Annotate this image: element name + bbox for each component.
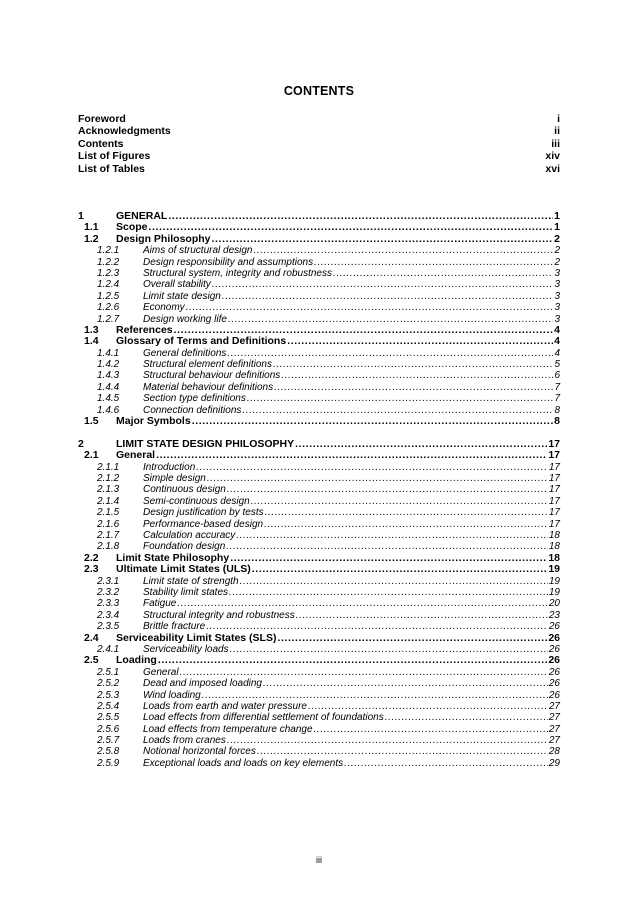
toc-title: Serviceability Limit States (SLS) — [116, 631, 277, 644]
toc-subsection[interactable] — [78, 701, 560, 712]
toc-title: Structural system, integrity and robustness — [143, 267, 332, 279]
toc-page-number: 7 — [554, 393, 560, 405]
toc-page-number: 26 — [548, 689, 560, 701]
toc-number: 2 — [78, 437, 84, 450]
toc-title: Design working life — [143, 313, 227, 325]
toc-subsection[interactable] — [78, 667, 560, 678]
toc-subsection[interactable] — [78, 291, 560, 302]
dot-leader — [177, 598, 548, 609]
toc-subsection[interactable] — [78, 735, 560, 746]
dot-leader — [227, 348, 553, 359]
toc-subsection[interactable] — [78, 348, 560, 359]
dot-leader — [333, 268, 553, 279]
dot-leader — [254, 245, 554, 256]
toc-title: Glossary of Terms and Definitions — [116, 335, 287, 348]
dot-leader — [158, 655, 547, 666]
front-matter-item[interactable] — [78, 150, 560, 162]
toc-page-number: 18 — [548, 551, 560, 564]
toc-subsection[interactable] — [78, 245, 560, 256]
dot-leader — [251, 496, 548, 507]
toc-page-number: 3 — [554, 279, 560, 291]
front-matter-title: List of Tables — [78, 162, 145, 175]
dot-leader — [202, 690, 548, 701]
toc-page-number: 3 — [554, 302, 560, 314]
toc-page-number: 29 — [548, 757, 560, 769]
dot-leader — [230, 644, 548, 655]
toc-number: 2.1.7 — [97, 530, 120, 542]
toc-page-number: 19 — [548, 575, 560, 587]
toc-title: Notional horizontal forces — [143, 746, 256, 758]
toc-number: 2.5.7 — [97, 735, 120, 747]
dot-leader — [212, 279, 554, 290]
front-matter-item[interactable] — [78, 163, 560, 175]
toc-title: GENERAL — [116, 209, 168, 222]
dot-leader — [273, 359, 553, 370]
toc-title: References — [116, 323, 173, 336]
toc-section[interactable] — [78, 655, 560, 666]
toc-section[interactable] — [78, 633, 560, 644]
toc-number: 2.3 — [84, 563, 99, 576]
toc-number: 2.3.5 — [97, 621, 120, 633]
dot-leader — [207, 473, 548, 484]
toc-number: 1.4 — [84, 335, 99, 348]
toc-number: 2.5.4 — [97, 700, 120, 712]
toc-subsection[interactable] — [78, 530, 560, 541]
toc-page-number: 3 — [554, 267, 560, 279]
toc-title: LIMIT STATE DESIGN PHILOSOPHY — [116, 437, 295, 450]
toc-number: 2.5.6 — [97, 723, 120, 735]
toc-number: 1.2.1 — [97, 245, 120, 257]
toc-number: 2.3.3 — [97, 598, 120, 610]
toc-title: Aims of structural design — [143, 245, 253, 257]
dot-leader — [257, 746, 548, 757]
toc-number: 2.5.9 — [97, 757, 120, 769]
toc-subsection[interactable] — [78, 519, 560, 530]
dot-leader — [281, 370, 553, 381]
toc-number: 2.5.1 — [97, 666, 120, 678]
toc-title: Overall stability — [143, 279, 211, 291]
toc-subsection[interactable] — [78, 370, 560, 381]
toc-subsection[interactable] — [78, 690, 560, 701]
dot-leader — [229, 587, 548, 598]
toc-number: 2.3.1 — [97, 575, 120, 587]
toc-page-number: 27 — [548, 712, 560, 724]
toc-number: 1.4.2 — [97, 359, 120, 371]
toc-subsection[interactable] — [78, 484, 560, 495]
toc-page-number: 27 — [548, 700, 560, 712]
dot-leader — [180, 667, 548, 678]
page-title: CONTENTS — [283, 84, 355, 98]
toc-title: Major Symbols — [116, 415, 191, 428]
toc-page-number: 26 — [548, 643, 560, 655]
dot-leader — [206, 621, 548, 632]
dot-leader — [295, 439, 547, 450]
dot-leader — [308, 701, 548, 712]
page-number: iii — [316, 855, 322, 865]
table-of-contents — [78, 211, 560, 769]
dot-leader — [227, 484, 548, 495]
dot-leader — [196, 462, 548, 473]
front-matter-item[interactable] — [78, 125, 560, 137]
toc-number: 1.4.1 — [97, 347, 120, 359]
dot-leader — [264, 519, 548, 530]
toc-section[interactable] — [78, 450, 560, 461]
toc-title: Connection definitions — [143, 404, 242, 416]
toc-section[interactable] — [78, 564, 560, 575]
toc-number: 2.5 — [84, 654, 99, 667]
dot-leader — [230, 553, 547, 564]
toc-title: Fatigue — [143, 598, 177, 610]
toc-number: 2.1.5 — [97, 507, 120, 519]
dot-leader — [314, 257, 553, 268]
toc-number: 1.2.4 — [97, 279, 120, 291]
dot-leader — [385, 712, 548, 723]
toc-number: 2.1.8 — [97, 541, 120, 553]
dot-leader — [263, 678, 548, 689]
toc-subsection[interactable] — [78, 610, 560, 621]
toc-page-number: 17 — [548, 449, 560, 462]
toc-subsection[interactable] — [78, 507, 560, 518]
front-matter-item[interactable] — [78, 138, 560, 150]
dot-leader — [192, 416, 553, 427]
toc-page-number: 4 — [554, 335, 560, 348]
dot-leader — [287, 336, 553, 347]
toc-subsection[interactable] — [78, 758, 560, 769]
toc-subsection[interactable] — [78, 359, 560, 370]
toc-title: Loading — [116, 654, 157, 667]
toc-title: Load effects from temperature change — [143, 723, 313, 735]
toc-title: Limit state design — [143, 290, 221, 302]
front-matter-page: xiv — [545, 150, 560, 163]
toc-page-number: 2 — [554, 232, 560, 245]
dot-leader — [252, 564, 548, 575]
toc-page-number: 23 — [548, 609, 560, 621]
toc-number: 2.3.4 — [97, 609, 120, 621]
toc-page-number: 3 — [554, 313, 560, 325]
toc-number: 2.1 — [84, 449, 99, 462]
toc-page-number: 7 — [554, 381, 560, 393]
front-matter-title: List of Figures — [78, 150, 151, 163]
dot-leader — [186, 302, 554, 313]
toc-subsection[interactable] — [78, 393, 560, 404]
dot-leader — [344, 758, 548, 769]
toc-page-number: 17 — [548, 518, 560, 530]
toc-number: 2.1.2 — [97, 473, 120, 485]
toc-title: Section type definitions — [143, 393, 246, 405]
toc-title: Performance-based design — [143, 518, 264, 530]
toc-number: 2.5.3 — [97, 689, 120, 701]
toc-title: Calculation accuracy — [143, 530, 236, 542]
toc-page-number: 8 — [554, 415, 560, 428]
toc-number: 1.5 — [84, 415, 99, 428]
toc-title: Limit state of strength — [143, 575, 239, 587]
toc-subsection[interactable] — [78, 382, 560, 393]
toc-title: Economy — [143, 302, 185, 314]
dot-leader — [236, 530, 548, 541]
toc-subsection[interactable] — [78, 746, 560, 757]
toc-title: Dead and imposed loading — [143, 678, 262, 690]
dot-leader — [227, 735, 548, 746]
toc-subsection[interactable] — [78, 576, 560, 587]
toc-page-number: 17 — [548, 495, 560, 507]
dot-leader — [265, 507, 548, 518]
toc-page-number: 18 — [548, 530, 560, 542]
dot-leader — [274, 382, 553, 393]
toc-number: 2.4 — [84, 631, 99, 644]
toc-number: 2.5.5 — [97, 712, 120, 724]
toc-title: Wind loading — [143, 689, 201, 701]
toc-subsection[interactable] — [78, 279, 560, 290]
toc-number: 2.1.4 — [97, 495, 120, 507]
toc-subsection[interactable] — [78, 496, 560, 507]
dot-leader — [168, 211, 553, 222]
dot-leader — [226, 541, 548, 552]
toc-page-number: 26 — [548, 678, 560, 690]
toc-title: Introduction — [143, 461, 196, 473]
toc-page-number: 19 — [548, 563, 560, 576]
toc-page-number: 17 — [548, 437, 560, 450]
toc-page-number: 4 — [554, 347, 560, 359]
toc-number: 1.2 — [84, 232, 99, 245]
front-matter-title: Contents — [78, 137, 124, 150]
toc-page-number: 28 — [548, 746, 560, 758]
toc-title: Continuous design — [143, 484, 226, 496]
toc-page-number: 18 — [548, 541, 560, 553]
toc-subsection[interactable] — [78, 678, 560, 689]
toc-title: Limit State Philosophy — [116, 551, 230, 564]
toc-page-number: 26 — [548, 631, 560, 644]
toc-page-number: 8 — [554, 404, 560, 416]
toc-subsection[interactable] — [78, 257, 560, 268]
toc-page-number: 19 — [548, 586, 560, 598]
toc-title: Semi-continuous design — [143, 495, 250, 507]
toc-subsection[interactable] — [78, 302, 560, 313]
toc-section[interactable] — [78, 234, 560, 245]
dot-leader — [247, 393, 554, 404]
toc-title: Ultimate Limit States (ULS) — [116, 563, 251, 576]
toc-subsection[interactable] — [78, 724, 560, 735]
toc-page-number: 17 — [548, 484, 560, 496]
front-matter-page: iii — [551, 137, 560, 150]
toc-page-number: 17 — [548, 507, 560, 519]
toc-title: Simple design — [143, 473, 206, 485]
toc-page-number: 1 — [554, 221, 560, 234]
toc-title: Serviceability loads — [143, 643, 229, 655]
toc-page-number: 6 — [554, 370, 560, 382]
toc-number: 1.2.6 — [97, 302, 120, 314]
toc-page-number: 2 — [554, 245, 560, 257]
toc-number: 2.1.6 — [97, 518, 120, 530]
toc-title: Structural element definitions — [143, 359, 272, 371]
toc-chapter[interactable] — [78, 211, 560, 222]
toc-subsection[interactable] — [78, 621, 560, 632]
dot-leader — [222, 291, 554, 302]
toc-number: 1.2.3 — [97, 267, 120, 279]
toc-subsection[interactable] — [78, 268, 560, 279]
toc-page-number: 3 — [554, 290, 560, 302]
toc-title: Loads from cranes — [143, 735, 226, 747]
dot-leader — [156, 450, 547, 461]
front-matter-page: i — [557, 113, 560, 125]
front-matter-title: Acknowledgments — [78, 125, 171, 138]
toc-title: General definitions — [143, 347, 227, 359]
toc-page-number: 27 — [548, 735, 560, 747]
dot-leader — [212, 234, 554, 245]
toc-title: Stability limit states — [143, 586, 229, 598]
toc-page-number: 5 — [554, 359, 560, 371]
toc-title: Scope — [116, 221, 148, 234]
toc-title: Foundation design — [143, 541, 226, 553]
toc-number: 2.1.1 — [97, 461, 120, 473]
toc-title: Material behaviour definitions — [143, 381, 274, 393]
toc-title: Design responsibility and assumptions — [143, 256, 314, 268]
toc-number: 1.1 — [84, 221, 99, 234]
toc-section[interactable] — [78, 336, 560, 347]
toc-page-number: 1 — [554, 209, 560, 222]
toc-title: Structural behaviour definitions — [143, 370, 281, 382]
dot-leader — [228, 314, 554, 325]
toc-page-number: 27 — [548, 723, 560, 735]
toc-page-number: 2 — [554, 256, 560, 268]
toc-title: Exceptional loads and loads on key elements — [143, 757, 344, 769]
toc-number: 1 — [78, 209, 84, 222]
toc-number: 1.2.5 — [97, 290, 120, 302]
toc-number: 2.1.3 — [97, 484, 120, 496]
dot-leader — [296, 610, 548, 621]
toc-number: 1.4.5 — [97, 393, 120, 405]
toc-title: Load effects from differential settlement of foundations — [143, 712, 384, 724]
front-matter-item[interactable] — [78, 113, 560, 125]
toc-subsection[interactable] — [78, 598, 560, 609]
front-matter-title: Foreword — [78, 113, 126, 125]
toc-number: 1.2.7 — [97, 313, 120, 325]
toc-number: 2.2 — [84, 551, 99, 564]
toc-section[interactable] — [78, 416, 560, 427]
dot-leader — [242, 405, 553, 416]
toc-title: Design Philosophy — [116, 232, 211, 245]
toc-title: Loads from earth and water pressure — [143, 700, 307, 712]
toc-page-number: 26 — [548, 666, 560, 678]
toc-subsection[interactable] — [78, 473, 560, 484]
toc-title: Brittle fracture — [143, 621, 206, 633]
toc-number: 1.4.4 — [97, 381, 120, 393]
toc-subsection[interactable] — [78, 712, 560, 723]
toc-page-number: 26 — [548, 621, 560, 633]
toc-title: Design justification by tests — [143, 507, 264, 519]
toc-page-number: 4 — [554, 323, 560, 336]
toc-page-number: 17 — [548, 473, 560, 485]
toc-number: 1.2.2 — [97, 256, 120, 268]
toc-number: 1.3 — [84, 323, 99, 336]
dot-leader — [277, 633, 547, 644]
toc-number: 2.5.8 — [97, 746, 120, 758]
toc-title: General — [143, 666, 179, 678]
toc-number: 1.4.6 — [97, 404, 120, 416]
toc-number: 1.4.3 — [97, 370, 120, 382]
front-matter-page: xvi — [545, 162, 560, 175]
toc-title: Structural integrity and robustness — [143, 609, 295, 621]
front-matter-page: ii — [554, 125, 560, 138]
toc-subsection[interactable] — [78, 462, 560, 473]
toc-number: 2.4.1 — [97, 643, 120, 655]
toc-page-number: 17 — [548, 461, 560, 473]
toc-subsection[interactable] — [78, 587, 560, 598]
toc-number: 2.5.2 — [97, 678, 120, 690]
toc-page-number: 20 — [548, 598, 560, 610]
toc-page-number: 26 — [548, 654, 560, 667]
toc-title: General — [116, 449, 156, 462]
front-matter-list — [78, 113, 560, 175]
dot-leader — [314, 724, 548, 735]
toc-number: 2.3.2 — [97, 586, 120, 598]
dot-leader — [240, 576, 548, 587]
